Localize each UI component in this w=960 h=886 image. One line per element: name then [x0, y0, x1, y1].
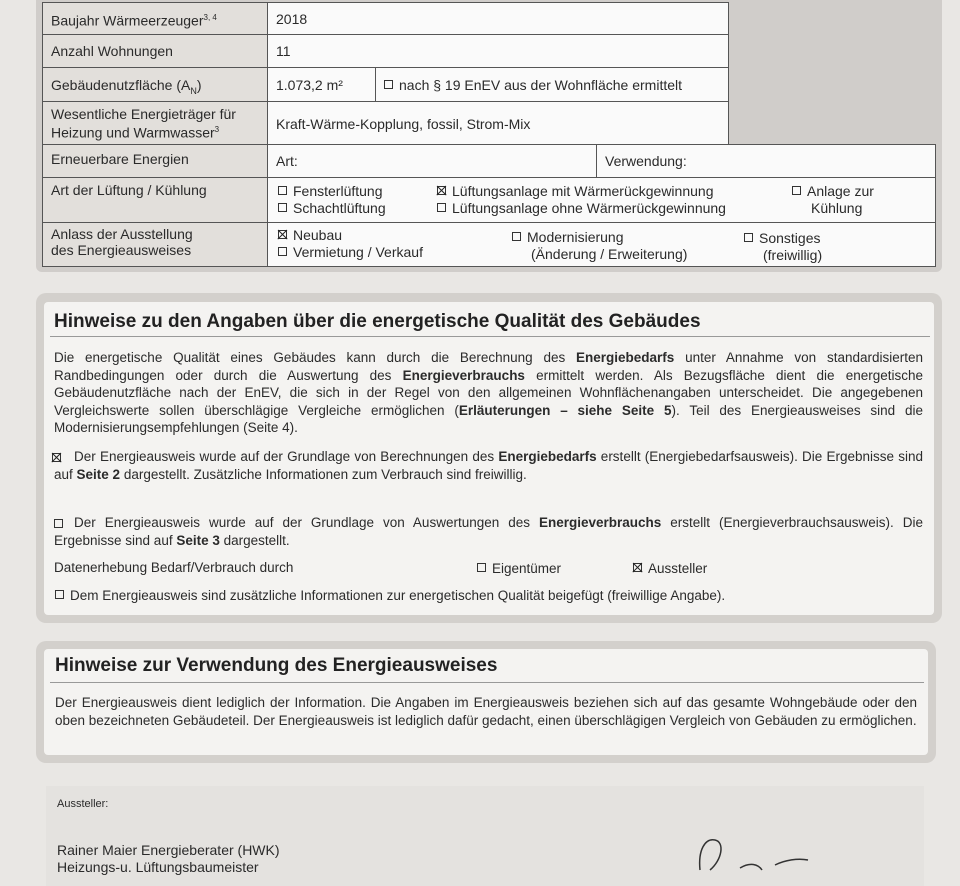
neubau-checkbox-checked[interactable] [278, 230, 287, 239]
aussteller-title: Heizungs-u. Lüftungsbaumeister [57, 859, 259, 875]
hinweise-verwendung-title: Hinweise zur Verwendung des Energieausweises [55, 655, 498, 676]
eigentuemer-option[interactable] [477, 560, 561, 578]
aussteller-option[interactable] [633, 560, 707, 578]
sonstiges-option[interactable] [744, 230, 822, 264]
p3-text-c: erstellt (Energieverbrauchsausweis). Die Ergebnisse sind auf [54, 515, 923, 548]
signature-graphic [680, 820, 840, 875]
modernisierung-checkbox[interactable] [512, 232, 521, 241]
wohnflaeche-checkbox[interactable] [384, 80, 393, 89]
lueftung-label-cell [42, 177, 268, 223]
bedarfsausweis-paragraph [54, 448, 923, 483]
aussteller-name: Rainer Maier Energieberater (HWK) [57, 842, 280, 858]
aussteller-option-label: Aussteller [648, 561, 708, 576]
energietraeger-label-line1: Wesentliche Energieträger für [51, 106, 236, 122]
nutzflaeche-value: 1.073,2 m² [276, 77, 343, 93]
erneuerbar-art: Art: [276, 153, 298, 169]
fenster-checkbox[interactable] [278, 186, 287, 195]
verbrauchsausweis-paragraph [54, 514, 923, 549]
baujahr-value-cell [267, 2, 729, 35]
title-divider [50, 336, 930, 337]
fenster-label: Fensterlüftung [293, 183, 383, 199]
ohne-wrg-option[interactable] [437, 200, 726, 217]
wohnungen-value-cell [267, 34, 729, 68]
kuehlung-option[interactable] [792, 183, 874, 217]
p3-bold-seite3: Seite 3 [176, 532, 220, 548]
zusatzinfo-option[interactable] [55, 587, 725, 605]
title-divider-2 [50, 682, 924, 683]
zusatzinfo-checkbox[interactable] [55, 590, 64, 599]
p1-text-g: ). Teil des Energieausweises sind die Modernisierungsempfehlungen (Seite 4). [54, 402, 924, 435]
ohne-wrg-label: Lüftungsanlage ohne Wärmerückgewinnung [452, 200, 726, 216]
p1-bold-energieverbrauch: Energieverbrauchs [402, 367, 525, 383]
nutzflaeche-value-cell [267, 67, 376, 102]
p2-text-e: dargestellt. Zusätzliche Informationen zum Verbrauch sind freiwillig. [120, 466, 527, 482]
p3-text-a: Der Energieausweis wurde auf der Grundlage von Auswertungen des [74, 515, 539, 530]
eigentuemer-checkbox[interactable] [477, 563, 486, 572]
p2-text-c: erstellt (Energiebedarfsausweis). Die Ergebnisse sind auf [54, 449, 924, 482]
fenster-option[interactable] [278, 183, 383, 200]
p3-bold-energieverbrauch: Energieverbrauchs [538, 515, 662, 530]
p3-text-e: dargestellt. [219, 532, 290, 548]
erneuerbar-label: Erneuerbare Energien [51, 151, 189, 167]
modernisierung-option[interactable] [512, 229, 687, 263]
nutzflaeche-label-end: ) [196, 77, 202, 93]
energietraeger-label-cell [42, 101, 268, 145]
p1-bold-energiebedarf: Energiebedarfs [576, 350, 675, 365]
neubau-label: Neubau [293, 227, 343, 243]
energietraeger-value-cell [267, 101, 729, 145]
neubau-option[interactable] [278, 227, 342, 244]
sonstiges-label-line1: Sonstiges [759, 230, 821, 246]
erneuerbar-label-cell [42, 144, 268, 178]
baujahr-value: 2018 [276, 11, 308, 27]
hinweise-qualitaet-title: Hinweise zu den Angaben über die energetische Qualität des Gebäudes [54, 311, 701, 332]
energietraeger-sup: 3 [214, 125, 220, 134]
lueftung-label: Art der Lüftung / Kühlung [51, 182, 207, 198]
anlass-label-line2: des Energieausweises [51, 242, 192, 258]
energietraeger-value: Kraft-Wärme-Kopplung, fossil, Strom-Mix [276, 116, 531, 132]
wohnungen-label-cell [42, 34, 268, 68]
p2-text-a: Der Energieausweis wurde auf der Grundlage von Berechnungen des [74, 449, 499, 464]
qualitaet-paragraph [54, 349, 923, 437]
kuehlung-label-line2: Kühlung [811, 200, 863, 216]
schacht-checkbox[interactable] [278, 203, 287, 212]
modernisierung-label-line2: (Änderung / Erweiterung) [531, 246, 688, 262]
baujahr-sup: 3, 4 [203, 13, 217, 22]
p1-text-c: unter Annahme von standardisierten Randbedingungen oder durch die Auswertung des [54, 350, 924, 383]
sonstiges-label-line2: (freiwillig) [763, 247, 823, 263]
modernisierung-label-line1: Modernisierung [527, 229, 624, 245]
nutzflaeche-sub: N [190, 85, 197, 96]
erneuerbar-art-cell [267, 144, 597, 178]
schacht-option[interactable] [278, 200, 386, 217]
p1-text-a: Die energetische Qualität eines Gebäudes kann durch die Berechnung des [54, 350, 576, 365]
p2-bold-energiebedarf: Energiebedarfs [498, 449, 597, 464]
energietraeger-label-line2: Heizung und Warmwasser [51, 124, 215, 141]
nutzflaeche-label-cell [42, 67, 268, 102]
verwendung-paragraph: Der Energieausweis dient lediglich der Information. Die Angaben im Energieausweis beziehen sich auf das gesamte Wohngebäude oder den oben bezeichneten Gebäudeteil. Der Energieausweis ist lediglich dafür gedacht, einen überschlägigen Vergleich von Gebäuden zu ermöglichen. [55, 695, 917, 728]
sonstiges-checkbox[interactable] [744, 233, 753, 242]
aussteller-heading: Aussteller: [57, 798, 109, 810]
zusatzinfo-label: Dem Energieausweis sind zusätzliche Informationen zur energetischen Qualität beigefügt (freiwillige Angabe). [70, 588, 726, 603]
wohnflaeche-option-label: nach § 19 EnEV aus der Wohnfläche ermittelt [399, 77, 683, 93]
p2-bold-seite2: Seite 2 [76, 466, 121, 482]
vermietung-option[interactable] [278, 244, 423, 261]
mit-wrg-label: Lüftungsanlage mit Wärmerückgewinnung [452, 183, 714, 199]
nutzflaeche-option-cell [375, 67, 729, 102]
baujahr-label: Baujahr Wärmeerzeuger [51, 12, 204, 29]
anlass-label-line1: Anlass der Ausstellung [51, 226, 193, 242]
p1-bold-erlaeuterungen: Erläuterungen – siehe Seite 5 [458, 402, 672, 418]
mit-wrg-checkbox-checked[interactable] [437, 186, 446, 195]
kuehlung-checkbox[interactable] [792, 186, 801, 195]
p1-text-e: ermittelt werden. Als Bezugsfläche dient die energetische Gebäudenutzfläche nach der EnEV, die sich in der Regel von den allgemeinen Wohnflächenangaben unterscheidet. Die angegebenen Vergleichswerte sollen überschlägige Vergleiche ermöglichen ( [54, 367, 923, 418]
mit-wrg-option[interactable] [437, 183, 713, 200]
erneuerbar-verwendung-cell [596, 144, 936, 178]
vermietung-label: Vermietung / Verkauf [293, 244, 423, 260]
erneuerbar-verwendung: Verwendung: [605, 153, 687, 169]
schacht-label: Schachtlüftung [293, 200, 386, 216]
vermietung-checkbox[interactable] [278, 247, 287, 256]
wohnungen-value: 11 [276, 43, 291, 59]
aussteller-checkbox-checked[interactable] [633, 563, 642, 572]
baujahr-label-cell [42, 2, 268, 35]
anlass-label-cell [42, 222, 268, 267]
ohne-wrg-checkbox[interactable] [437, 203, 446, 212]
datenerhebung-label: Datenerhebung Bedarf/Verbrauch durch [54, 560, 294, 575]
eigentuemer-label: Eigentümer [492, 561, 562, 576]
wohnungen-label: Anzahl Wohnungen [51, 43, 173, 59]
kuehlung-label-line1: Anlage zur [807, 183, 874, 199]
nutzflaeche-label: Gebäudenutzfläche (A [51, 77, 191, 93]
